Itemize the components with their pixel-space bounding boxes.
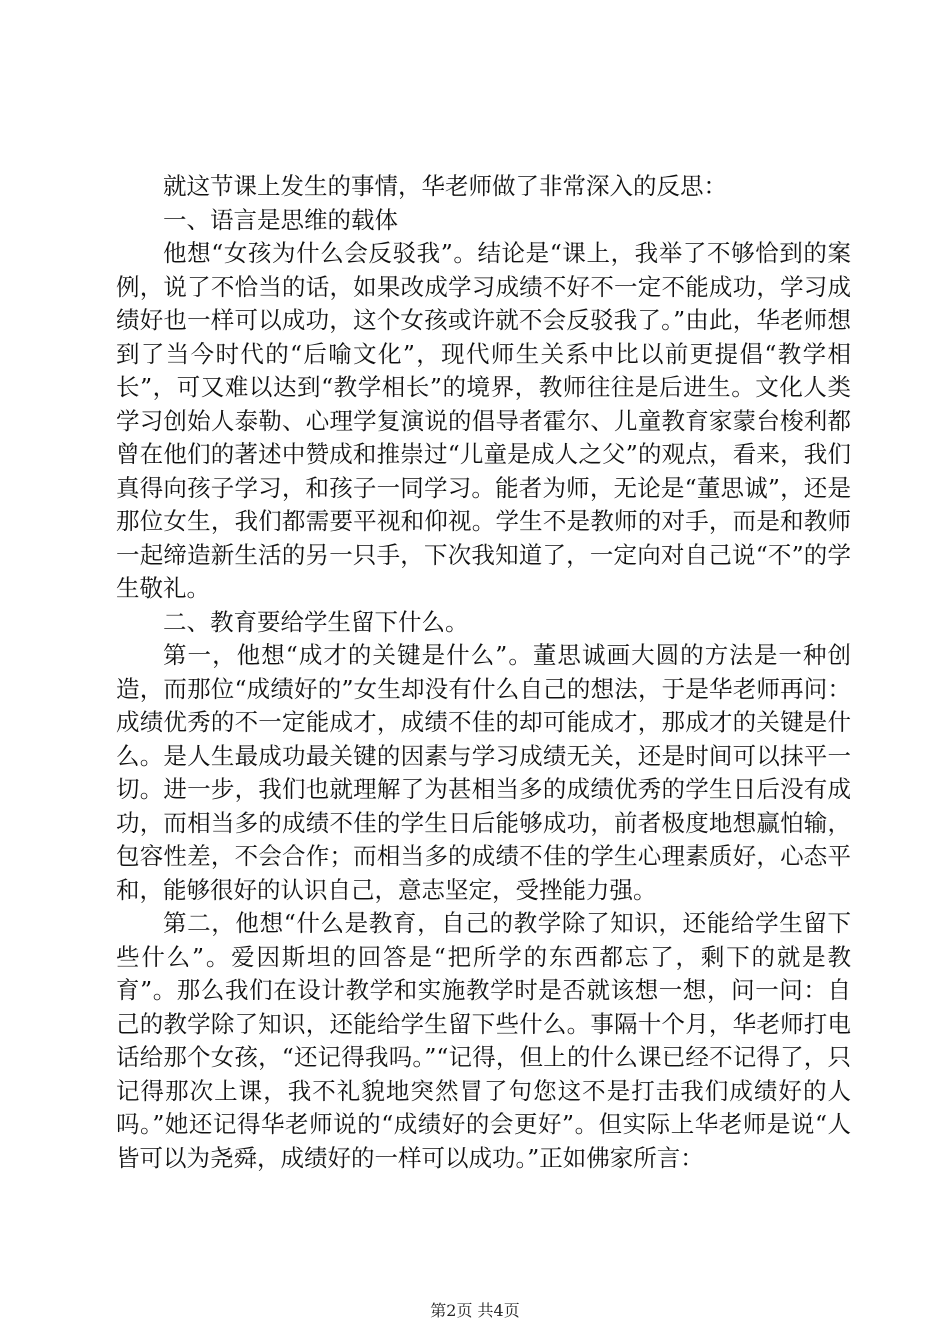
page-footer: 第2页 共4页	[430, 1301, 520, 1320]
paragraph-section-1: 他想“女孩为什么会反驳我”。结论是“课上，我举了不够恰到的案例，说了不恰当的话，如果改成学习成绩不好不一定不能成功，学习成绩好也一样可以成功，这个女孩或许就不会反驳我了。”由此，华老师想到了当今时代的“后喻文化”，现代师生关系中比以前更提倡“教学相长”，可又难以达到“教学相长”的境界，教师往往是后进生。文化人类学习创始人泰勒、心理学复演说的倡导者霍尔、儿童教育家蒙台梭利都曾在他们的著述中赞成和推崇过“儿童是成人之父”的观点，看来，我们真得向孩子学习，和孩子一同学习。能者为师，无论是“董思诚”，还是那位女生，我们都需要平视和仰视。学生不是教师的对手，而是和教师一起缔造新生活的另一只手，下次我知道了，一定向对自己说“不”的学生敬礼。	[116, 239, 851, 602]
document-body	[116, 170, 851, 1175]
paragraph-first-point: 第一，他想“成才的关键是什么”。董思诚画大圆的方法是一种创造，而那位“成绩好的”女生却没有什么自己的想法，于是华老师再问：成绩优秀的不一定能成才，成绩不佳的却可能成才，那成才的关键是什么。是人生最成功最关键的因素与学习成绩无关，还是时间可以抹平一切。进一步，我们也就理解了为甚相当多的成绩优秀的学生日后没有成功，而相当多的成绩不佳的学生日后能够成功，前者极度地想赢怕输，包容性差，不会合作；而相当多的成绩不佳的学生心理素质好，心态平和，能够很好的认识自己，意志坚定，受挫能力强。	[116, 641, 851, 904]
section-heading-2: 二、教育要给学生留下什么。	[163, 607, 469, 636]
section-heading-1: 一、语言是思维的载体	[163, 205, 398, 234]
paragraph-second-point: 第二，他想“什么是教育，自己的教学除了知识，还能给学生留下些什么”。爱因斯坦的回答是“把所学的东西都忘了，剩下的就是教育”。那么我们在设计教学和实施教学时是否就该想一想，问一问：自己的教学除了知识，还能给学生留下些什么。事隔十个月，华老师打电话给那个女孩，“还记得我吗。”“记得，但上的什么课已经不记得了，只记得那次上课，我不礼貌地突然冒了句您这不是打击我们成绩好的人吗。”她还记得华老师说的“成绩好的会更好”。但实际上华老师是说“人皆可以为尧舜，成绩好的一样可以成功。”正如佛家所言：	[116, 909, 851, 1172]
paragraph-intro: 就这节课上发生的事情，华老师做了非常深入的反思：	[163, 172, 727, 200]
